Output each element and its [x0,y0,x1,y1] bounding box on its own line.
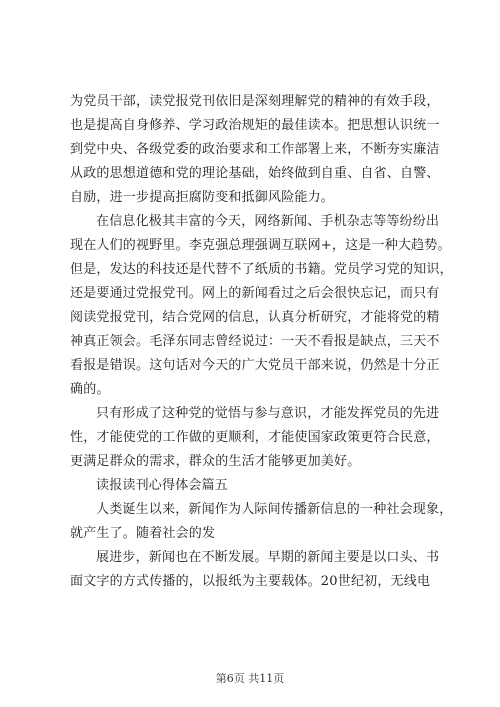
section-heading: 读报读刊心得体会篇五 [96,478,229,493]
body-line: 确的。 [70,382,110,397]
body-line: 阅读党报党刊，结合党网的信息，认真分析研究，才能将党的精 [70,310,440,325]
body-line: 在信息化极其丰富的今天，网络新闻、手机杂志等等纷纷出 [96,214,440,229]
body-line: 展进步，新闻也在不断发展。早期的新闻主要是以口头、书 [96,550,440,565]
body-line: 面文字的方式传播的，以报纸为主要载体。20世纪初，无线电 [70,574,431,589]
body-line: 现在人们的视野里。李克强总理强调互联网+，这是一种大趋势。 [70,238,451,253]
body-line: 但是，发达的科技还是代替不了纸质的书籍。党员学习党的知识， [70,262,453,277]
document-body [70,90,453,594]
body-line: 就产生了。随着社会的发 [70,526,216,541]
body-line: 只有形成了这种党的觉悟与参与意识，才能发挥党员的先进 [96,406,440,421]
body-line: 人类诞生以来，新闻作为人际间传播新信息的一种社会现象， [96,502,453,517]
body-line: 从政的思想道德和党的理论基础，始终做到自重、自省、自警、 [70,166,440,181]
body-line: 到党中央、各级党委的政治要求和工作部署上来，不断夯实廉洁 [70,142,440,157]
body-line: 看报是错误。这句话对今天的广大党员干部来说，仍然是十分正 [70,358,440,373]
body-line: 神真正领会。毛泽东同志曾经说过：一天不看报是缺点，三天不 [70,334,440,349]
body-line: 为党员干部，读党报党刊依旧是深刻理解党的精神的有效手段， [70,94,440,109]
body-line: 更满足群众的需求，群众的生活才能够更加美好。 [70,454,361,469]
page-footer: 第6页 共11页 [215,672,285,685]
body-line: 还是要通过党报党刊。网上的新闻看过之后会很快忘记，而只有 [70,286,440,301]
body-line: 性，才能使党的工作做的更顺利，才能使国家政策更符合民意， [70,430,440,445]
body-line: 自励，进一步提高拒腐防变和抵御风险能力。 [70,190,335,205]
body-line: 也是提高自身修养、学习政治规矩的最佳读本。把思想认识统一 [70,118,440,133]
